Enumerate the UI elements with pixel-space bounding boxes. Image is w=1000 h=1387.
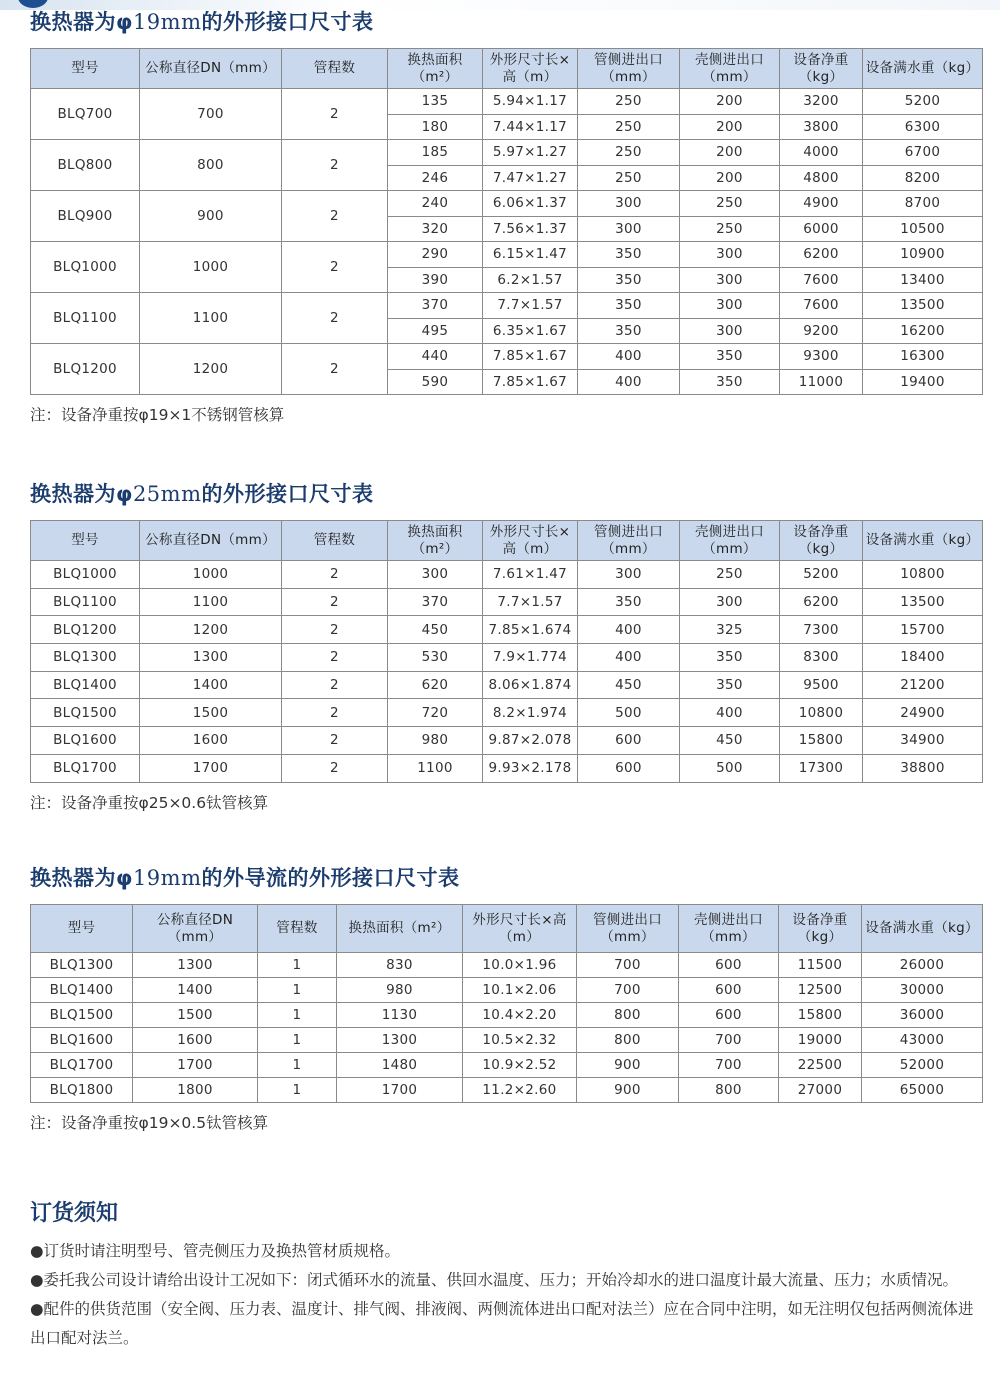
column-header: 管侧进出口（mm） — [577, 905, 679, 953]
table-cell: 720 — [388, 699, 483, 727]
passes-cell: 2 — [282, 140, 388, 191]
table-cell: 1700 — [140, 754, 282, 782]
table-cell: 500 — [578, 699, 680, 727]
table-cell: 27000 — [779, 1078, 862, 1103]
table-cell: 2 — [282, 588, 388, 616]
passes-cell: 2 — [282, 293, 388, 344]
table-cell: 10500 — [863, 216, 983, 242]
table-cell: 10.9×2.52 — [463, 1053, 577, 1078]
table-cell: 800 — [679, 1078, 779, 1103]
table-cell: 15800 — [780, 727, 863, 755]
table-cell: 7.56×1.37 — [483, 216, 578, 242]
dn-cell: 1100 — [140, 293, 282, 344]
column-header: 换热面积（m²） — [388, 521, 483, 561]
table-cell: 10800 — [780, 699, 863, 727]
table-row — [31, 953, 983, 978]
table-cell: 1500 — [133, 1003, 258, 1028]
table-cell: 11.2×2.60 — [463, 1078, 577, 1103]
table1-header-row — [31, 49, 983, 89]
table-cell: 36000 — [862, 1003, 983, 1028]
table2-header-row — [31, 521, 983, 561]
column-header: 设备满水重（kg） — [863, 49, 983, 89]
table-cell: 1 — [258, 953, 337, 978]
table-cell: 9200 — [780, 318, 863, 344]
table-cell: 250 — [578, 165, 680, 191]
table-cell: 10.4×2.20 — [463, 1003, 577, 1028]
table-row — [31, 191, 983, 217]
table-cell: 1 — [258, 1003, 337, 1028]
order-notes-section — [30, 1196, 982, 1353]
table-cell: 8200 — [863, 165, 983, 191]
table-cell: BLQ1300 — [31, 953, 133, 978]
table-cell: 6300 — [863, 114, 983, 140]
table-cell: 1400 — [133, 978, 258, 1003]
table-cell: 8.06×1.874 — [483, 671, 578, 699]
passes-cell: 2 — [282, 344, 388, 395]
table-cell: 700 — [577, 953, 679, 978]
table-cell: 9300 — [780, 344, 863, 370]
column-header: 型号 — [31, 49, 140, 89]
table3-title: 换热器为φ19mm的外导流的外形接口尺寸表 — [30, 866, 460, 890]
table-cell: 500 — [680, 754, 780, 782]
table-cell: 900 — [577, 1078, 679, 1103]
table-cell: 34900 — [863, 727, 983, 755]
table-cell: 600 — [679, 978, 779, 1003]
table-cell: 1500 — [140, 699, 282, 727]
column-header: 外形尺寸长×高（m） — [483, 49, 578, 89]
table-cell: 300 — [578, 191, 680, 217]
table-cell: 246 — [388, 165, 483, 191]
table-cell: 1480 — [337, 1053, 463, 1078]
table-cell: 600 — [578, 727, 680, 755]
table-cell: 6.06×1.37 — [483, 191, 578, 217]
table-row — [31, 1053, 983, 1078]
table-cell: 5.94×1.17 — [483, 89, 578, 115]
column-header: 换热面积（m²） — [337, 905, 463, 953]
table-cell: 600 — [679, 1003, 779, 1028]
table-cell: 1 — [258, 978, 337, 1003]
table2-note: 注：设备净重按φ25×0.6钛管核算 — [30, 793, 269, 812]
column-header: 外形尺寸长×高（m） — [463, 905, 577, 953]
table-cell: 4900 — [780, 191, 863, 217]
table-cell: 13500 — [863, 293, 983, 319]
column-header: 管程数 — [282, 521, 388, 561]
model-cell: BLQ1200 — [31, 344, 140, 395]
table-cell: 4800 — [780, 165, 863, 191]
table-cell: 2 — [282, 616, 388, 644]
table-cell: 300 — [680, 588, 780, 616]
table-cell: 900 — [577, 1053, 679, 1078]
table-cell: BLQ1200 — [31, 616, 140, 644]
column-header: 壳侧进出口（mm） — [680, 521, 780, 561]
table-cell: 1700 — [133, 1053, 258, 1078]
table-cell: 5200 — [780, 561, 863, 589]
table-row — [31, 1028, 983, 1053]
model-cell: BLQ800 — [31, 140, 140, 191]
table-cell: 2 — [282, 644, 388, 672]
table-cell: 2 — [282, 727, 388, 755]
table-cell: 18400 — [863, 644, 983, 672]
table-cell: 250 — [578, 140, 680, 166]
order-note-item: ●配件的供货范围（安全阀、压力表、温度计、排气阀、排液阀、两侧流体进出口配对法兰）应在合同中注明，如无注明仅包括两侧流体进出口配对法兰。 — [30, 1300, 974, 1347]
table-cell: 1600 — [140, 727, 282, 755]
column-header: 管程数 — [258, 905, 337, 953]
table-cell: 390 — [388, 267, 483, 293]
table-cell: 15800 — [779, 1003, 862, 1028]
table-cell: 370 — [388, 293, 483, 319]
table-cell: 26000 — [862, 953, 983, 978]
table-cell: 300 — [680, 293, 780, 319]
table-cell: 300 — [680, 267, 780, 293]
table-cell: 6700 — [863, 140, 983, 166]
dn-cell: 800 — [140, 140, 282, 191]
table-cell: 200 — [680, 114, 780, 140]
table-cell: 43000 — [862, 1028, 983, 1053]
table-cell: 980 — [337, 978, 463, 1003]
table-cell: 350 — [680, 671, 780, 699]
table-cell: 400 — [578, 369, 680, 395]
table-cell: 320 — [388, 216, 483, 242]
table2 — [30, 520, 983, 783]
table-cell: 250 — [680, 561, 780, 589]
table-cell: 7.44×1.17 — [483, 114, 578, 140]
table-cell: 6000 — [780, 216, 863, 242]
table-cell: 440 — [388, 344, 483, 370]
table-cell: 17300 — [780, 754, 863, 782]
table3-header-row — [31, 905, 983, 953]
table-cell: 10.5×2.32 — [463, 1028, 577, 1053]
table-cell: 24900 — [863, 699, 983, 727]
table-cell: 1400 — [140, 671, 282, 699]
table-cell: 800 — [577, 1003, 679, 1028]
column-header: 设备满水重（kg） — [862, 905, 983, 953]
table-cell: 65000 — [862, 1078, 983, 1103]
table-cell: 400 — [578, 644, 680, 672]
table-cell: 180 — [388, 114, 483, 140]
table-row — [31, 727, 983, 755]
table-cell: 1130 — [337, 1003, 463, 1028]
table-cell: 250 — [680, 216, 780, 242]
table-cell: 1300 — [140, 644, 282, 672]
dn-cell: 1200 — [140, 344, 282, 395]
table-cell: 530 — [388, 644, 483, 672]
table-cell: 16200 — [863, 318, 983, 344]
table-cell: BLQ1100 — [31, 588, 140, 616]
table-cell: 7.7×1.57 — [483, 588, 578, 616]
order-note-item: ●委托我公司设计请给出设计工况如下：闭式循环水的流量、供回水温度、压力；开始冷却水的进口温度计最大流量、压力；水质情况。 — [30, 1271, 959, 1289]
model-cell: BLQ900 — [31, 191, 140, 242]
table-cell: 2 — [282, 671, 388, 699]
table-cell: 290 — [388, 242, 483, 268]
table-cell: 9.87×2.078 — [483, 727, 578, 755]
table-cell: 185 — [388, 140, 483, 166]
table-cell: 700 — [679, 1028, 779, 1053]
table-cell: 350 — [578, 242, 680, 268]
table-cell: 8300 — [780, 644, 863, 672]
table1-section — [30, 6, 982, 425]
table-cell: 5.97×1.27 — [483, 140, 578, 166]
table-cell: 6200 — [780, 588, 863, 616]
table-cell: 7600 — [780, 267, 863, 293]
table-cell: 240 — [388, 191, 483, 217]
table-cell: 2 — [282, 699, 388, 727]
table-cell: 250 — [680, 191, 780, 217]
column-header: 壳侧进出口（mm） — [679, 905, 779, 953]
table1-note: 注：设备净重按φ19×1不锈钢管核算 — [30, 406, 285, 424]
column-header: 设备净重（kg） — [780, 521, 863, 561]
table-row — [31, 699, 983, 727]
table-cell: 325 — [680, 616, 780, 644]
table3-note: 注：设备净重按φ19×0.5钛管核算 — [30, 1114, 269, 1132]
table-cell: 7.7×1.57 — [483, 293, 578, 319]
table-cell: 700 — [577, 978, 679, 1003]
table-cell: 11500 — [779, 953, 862, 978]
table-cell: BLQ1800 — [31, 1078, 133, 1103]
table-cell: 1 — [258, 1078, 337, 1103]
table-cell: 300 — [680, 318, 780, 344]
column-header: 管侧进出口（mm） — [578, 521, 680, 561]
table-cell: 370 — [388, 588, 483, 616]
table-row — [31, 344, 983, 370]
table-cell: BLQ1700 — [31, 1053, 133, 1078]
table-row — [31, 644, 983, 672]
column-header: 设备净重（kg） — [780, 49, 863, 89]
table-cell: 16300 — [863, 344, 983, 370]
table-cell: 7.85×1.67 — [483, 369, 578, 395]
order-note-item: ●订货时请注明型号、管壳侧压力及换热管材质规格。 — [30, 1242, 401, 1260]
table-cell: 10900 — [863, 242, 983, 268]
table-cell: 350 — [680, 644, 780, 672]
table-cell: 9.93×2.178 — [483, 754, 578, 782]
table-row — [31, 89, 983, 115]
table-cell: 13500 — [863, 588, 983, 616]
table-cell: 38800 — [863, 754, 983, 782]
table3-section — [30, 862, 982, 1133]
table1-title: 换热器为φ19mm的外形接口尺寸表 — [30, 10, 374, 34]
column-header: 换热面积（m²） — [388, 49, 483, 89]
table-cell: 350 — [578, 293, 680, 319]
table-cell: 1200 — [140, 616, 282, 644]
table-cell: 3200 — [780, 89, 863, 115]
column-header: 型号 — [31, 905, 133, 953]
table-cell: 4000 — [780, 140, 863, 166]
table-cell: BLQ1600 — [31, 727, 140, 755]
table-cell: 200 — [680, 165, 780, 191]
table-cell: 450 — [388, 616, 483, 644]
column-header: 设备净重（kg） — [779, 905, 862, 953]
table-cell: 6.35×1.67 — [483, 318, 578, 344]
table-cell: 300 — [680, 242, 780, 268]
table-cell: 350 — [680, 344, 780, 370]
table-cell: 1300 — [337, 1028, 463, 1053]
table-cell: 8700 — [863, 191, 983, 217]
table-cell: 350 — [578, 588, 680, 616]
table-cell: 21200 — [863, 671, 983, 699]
table-cell: 300 — [388, 561, 483, 589]
table-cell: 1 — [258, 1053, 337, 1078]
table-cell: 1 — [258, 1028, 337, 1053]
model-cell: BLQ1000 — [31, 242, 140, 293]
table-cell: 590 — [388, 369, 483, 395]
table-cell: 5200 — [863, 89, 983, 115]
table-cell: 830 — [337, 953, 463, 978]
table-row — [31, 561, 983, 589]
table-cell: 7600 — [780, 293, 863, 319]
table-cell: 400 — [578, 344, 680, 370]
table-cell: 200 — [680, 89, 780, 115]
column-header: 公称直径DN（mm） — [140, 49, 282, 89]
table-cell: 400 — [680, 699, 780, 727]
table-cell: 1600 — [133, 1028, 258, 1053]
passes-cell: 2 — [282, 191, 388, 242]
table-cell: 450 — [578, 671, 680, 699]
passes-cell: 2 — [282, 89, 388, 140]
table-cell: 7300 — [780, 616, 863, 644]
table-cell: 6.2×1.57 — [483, 267, 578, 293]
passes-cell: 2 — [282, 242, 388, 293]
table-cell: BLQ1700 — [31, 754, 140, 782]
table-cell: 11000 — [780, 369, 863, 395]
column-header: 外形尺寸长×高（m） — [483, 521, 578, 561]
table-cell: 1700 — [337, 1078, 463, 1103]
table-row — [31, 616, 983, 644]
table-cell: 600 — [679, 953, 779, 978]
table-cell: 10.0×1.96 — [463, 953, 577, 978]
column-header: 型号 — [31, 521, 140, 561]
table-row — [31, 1003, 983, 1028]
table-cell: 300 — [578, 561, 680, 589]
table-cell: 1100 — [388, 754, 483, 782]
table-cell: 495 — [388, 318, 483, 344]
table-cell: 400 — [578, 616, 680, 644]
table-row — [31, 588, 983, 616]
table-cell: 800 — [577, 1028, 679, 1053]
column-header: 壳侧进出口（mm） — [680, 49, 780, 89]
table-cell: 1100 — [140, 588, 282, 616]
table-row — [31, 242, 983, 268]
table-cell: 250 — [578, 89, 680, 115]
table-cell: 7.85×1.67 — [483, 344, 578, 370]
table-cell: 22500 — [779, 1053, 862, 1078]
table-cell: 350 — [578, 267, 680, 293]
table-cell: 700 — [679, 1053, 779, 1078]
column-header: 设备满水重（kg） — [863, 521, 983, 561]
table-cell: 1000 — [140, 561, 282, 589]
table-cell: 30000 — [862, 978, 983, 1003]
table-cell: 7.85×1.674 — [483, 616, 578, 644]
table-cell: 9500 — [780, 671, 863, 699]
column-header: 公称直径DN（mm） — [140, 521, 282, 561]
table-cell: BLQ1500 — [31, 699, 140, 727]
table-cell: 15700 — [863, 616, 983, 644]
table-cell: 3800 — [780, 114, 863, 140]
table-cell: 6.15×1.47 — [483, 242, 578, 268]
column-header: 管侧进出口（mm） — [578, 49, 680, 89]
table-cell: 12500 — [779, 978, 862, 1003]
table-cell: BLQ1600 — [31, 1028, 133, 1053]
table-cell: 1300 — [133, 953, 258, 978]
table-cell: BLQ1300 — [31, 644, 140, 672]
column-header: 管程数 — [282, 49, 388, 89]
table-cell: 13400 — [863, 267, 983, 293]
table-cell: 135 — [388, 89, 483, 115]
model-cell: BLQ700 — [31, 89, 140, 140]
table-cell: 200 — [680, 140, 780, 166]
column-header: 公称直径DN（mm） — [133, 905, 258, 953]
table-row — [31, 1078, 983, 1103]
table2-title: 换热器为φ25mm的外形接口尺寸表 — [30, 482, 374, 506]
table-cell: 350 — [680, 369, 780, 395]
table-cell: 300 — [578, 216, 680, 242]
order-notes-list — [30, 1237, 982, 1353]
table-cell: BLQ1400 — [31, 671, 140, 699]
table-cell: 620 — [388, 671, 483, 699]
table-cell: 52000 — [862, 1053, 983, 1078]
table-cell: BLQ1000 — [31, 561, 140, 589]
table-row — [31, 671, 983, 699]
dn-cell: 700 — [140, 89, 282, 140]
table-cell: 10800 — [863, 561, 983, 589]
dn-cell: 1000 — [140, 242, 282, 293]
table-cell: 1800 — [133, 1078, 258, 1103]
table-row — [31, 293, 983, 319]
table-cell: 250 — [578, 114, 680, 140]
table-cell: 600 — [578, 754, 680, 782]
table-cell: 2 — [282, 561, 388, 589]
table-row — [31, 978, 983, 1003]
table-cell: BLQ1400 — [31, 978, 133, 1003]
table-cell: BLQ1500 — [31, 1003, 133, 1028]
table-cell: 7.9×1.774 — [483, 644, 578, 672]
table-cell: 7.47×1.27 — [483, 165, 578, 191]
table-cell: 6200 — [780, 242, 863, 268]
table2-section — [30, 478, 982, 813]
table-cell: 19400 — [863, 369, 983, 395]
order-notes-title: 订货须知 — [30, 1201, 119, 1226]
table-cell: 350 — [578, 318, 680, 344]
table-cell: 2 — [282, 754, 388, 782]
table3 — [30, 904, 983, 1103]
table-cell: 450 — [680, 727, 780, 755]
table-cell: 8.2×1.974 — [483, 699, 578, 727]
dn-cell: 900 — [140, 191, 282, 242]
table-row — [31, 140, 983, 166]
table1 — [30, 48, 983, 395]
model-cell: BLQ1100 — [31, 293, 140, 344]
table-cell: 7.61×1.47 — [483, 561, 578, 589]
table-cell: 19000 — [779, 1028, 862, 1053]
table-cell: 10.1×2.06 — [463, 978, 577, 1003]
table-cell: 980 — [388, 727, 483, 755]
table-row — [31, 754, 983, 782]
